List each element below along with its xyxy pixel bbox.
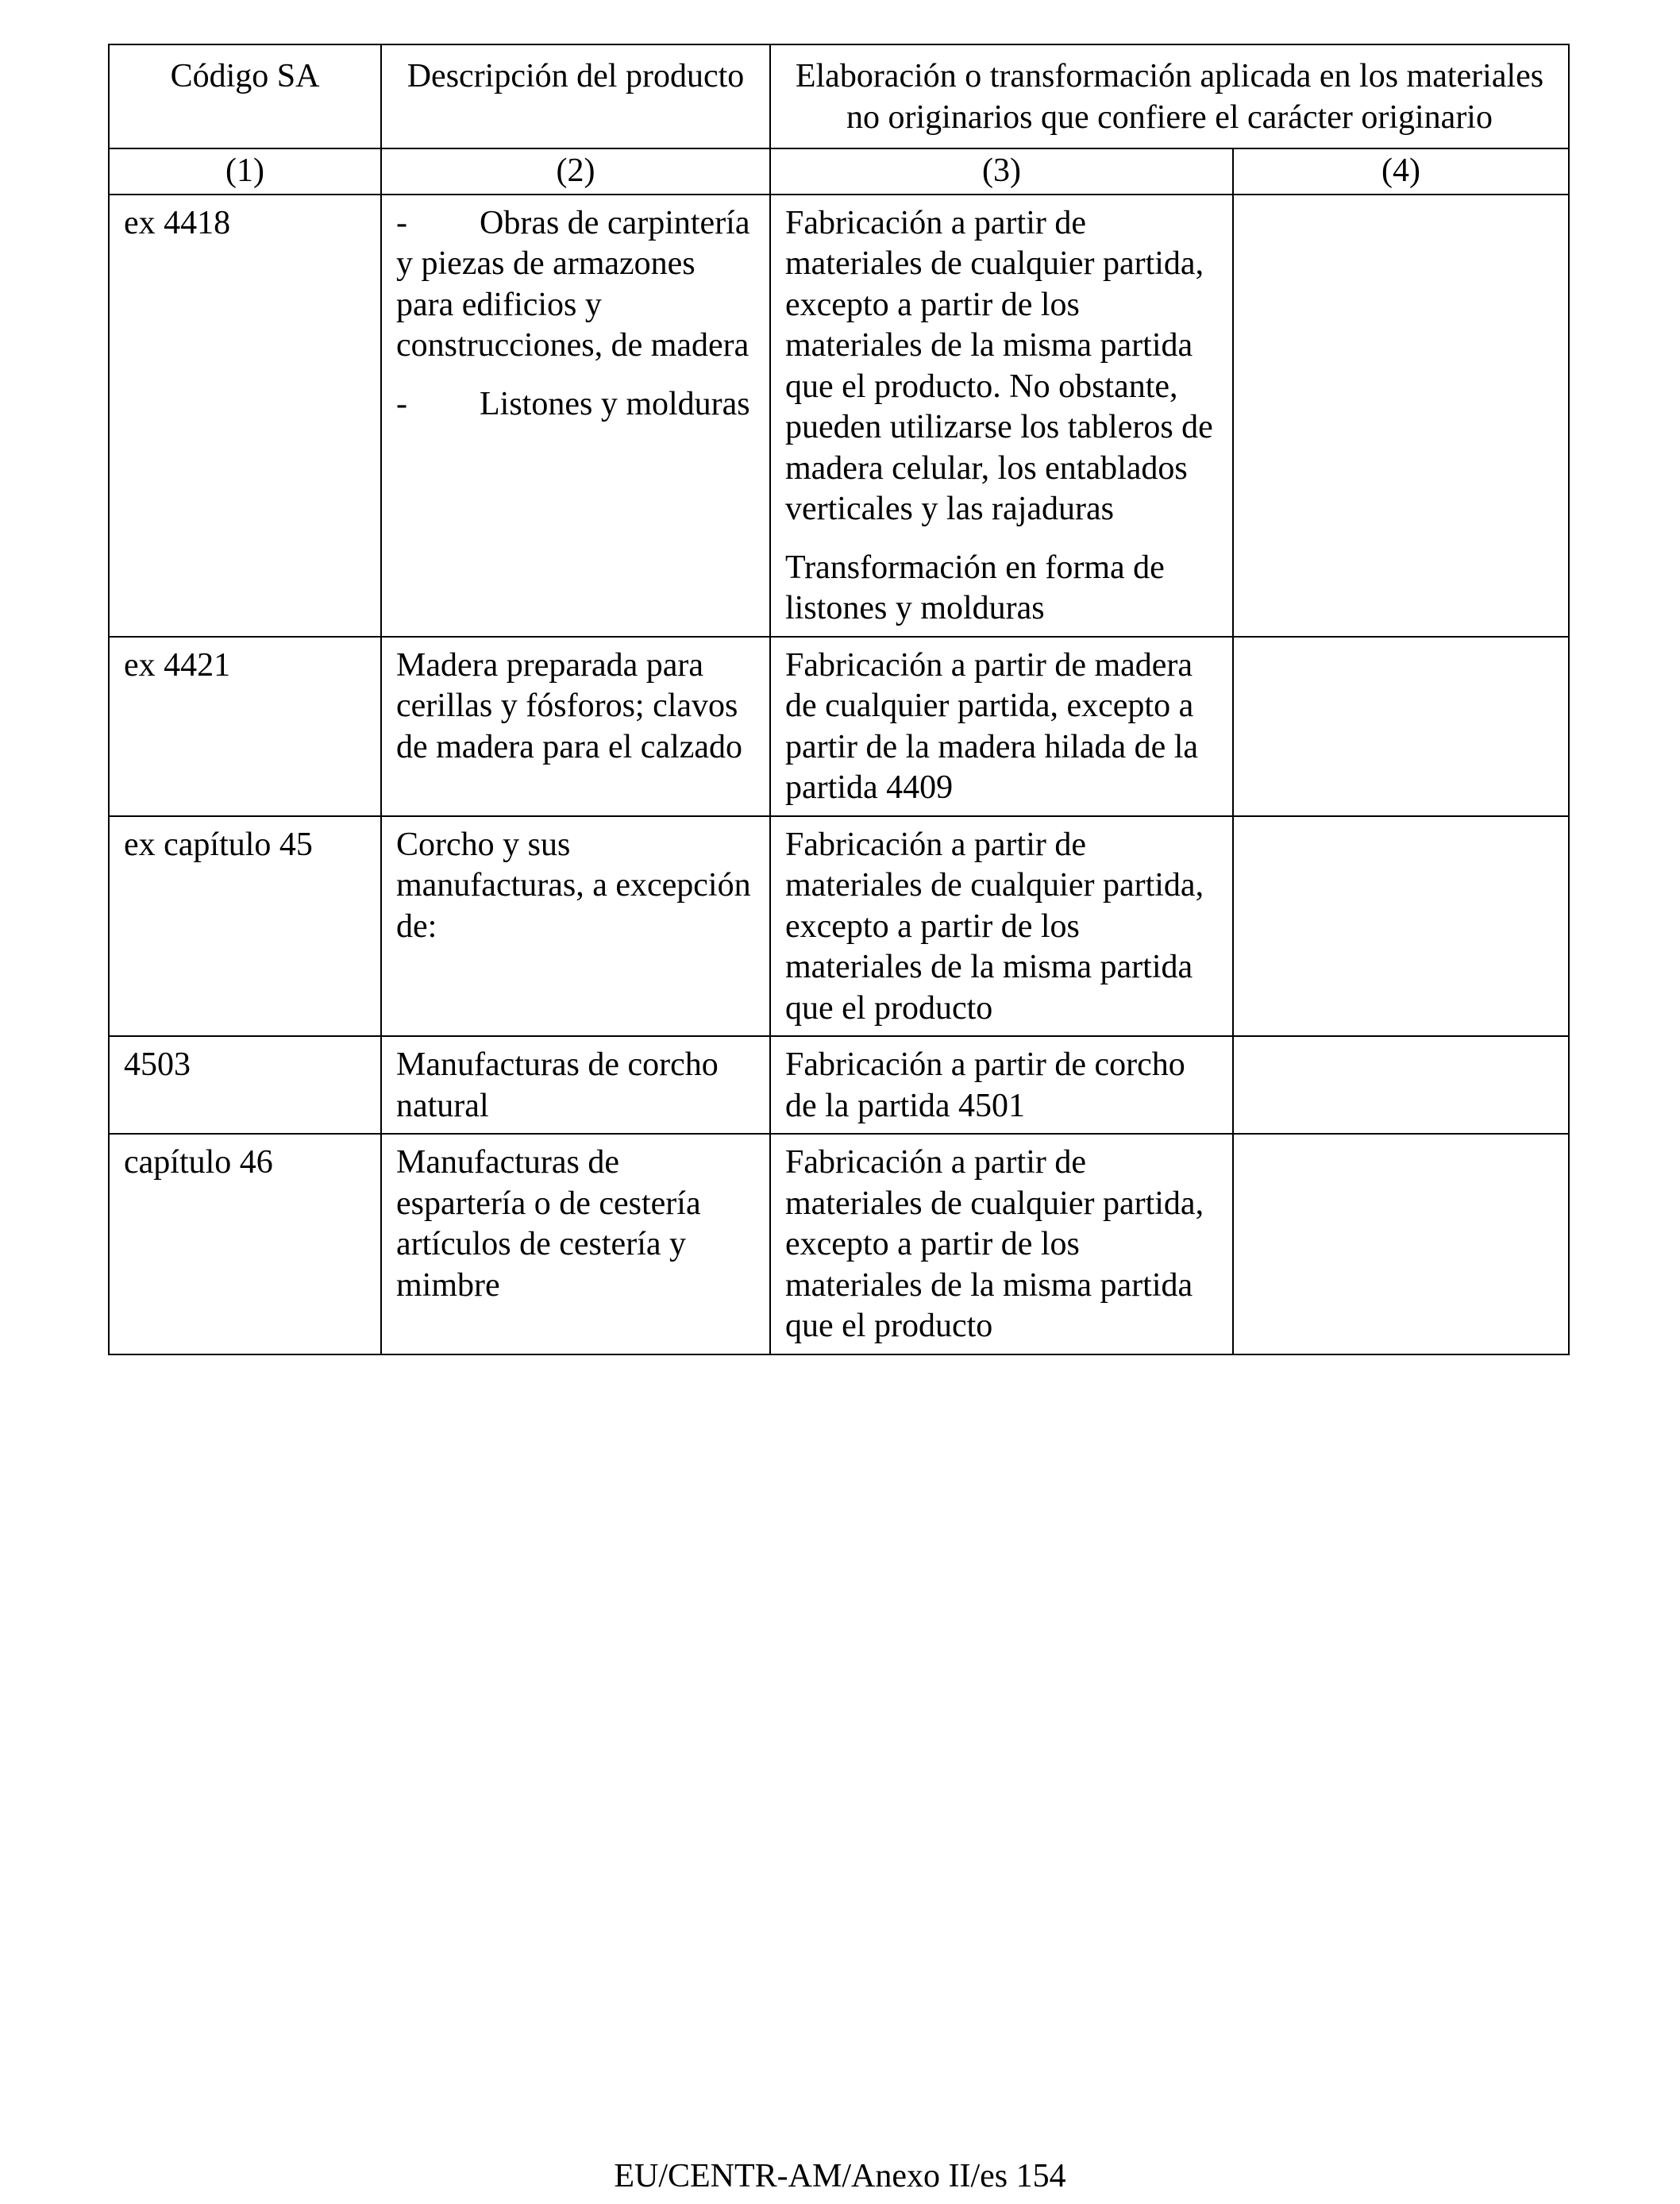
column-number-4: (4)	[1233, 148, 1569, 195]
description-cell: Corcho y sus manufacturas, a excepción de:	[381, 816, 770, 1037]
header-processing-rule: Elaboración o transformación aplicada en los materiales no originarios que confiere el carácter originario	[770, 44, 1569, 148]
column-number-1: (1)	[109, 148, 381, 195]
column-4-cell	[1233, 1134, 1569, 1354]
description-cell: Manufacturas de espartería o de cestería artículos de cestería y mimbre	[381, 1134, 770, 1354]
table-header-row	[109, 44, 1569, 148]
rule-cell: Fabricación a partir de corcho de la partida 4501	[770, 1036, 1233, 1134]
description-cell	[381, 195, 770, 637]
description-text: Listones y molduras	[480, 385, 750, 422]
column-4-cell	[1233, 195, 1569, 637]
description-text: Obras de carpintería y piezas de armazones para edificios y construcciones, de madera	[396, 204, 750, 364]
table-row	[109, 816, 1569, 1037]
hs-code-cell: ex 4421	[109, 637, 381, 816]
column-number-row	[109, 148, 1569, 195]
description-subitem	[396, 384, 755, 426]
rule-cell: Fabricación a partir de materiales de cualquier partida, excepto a partir de los materiales de la misma partida que el producto	[770, 1134, 1233, 1354]
header-product-description: Descripción del producto	[381, 44, 770, 148]
rule-subitem: Fabricación a partir de materiales de cualquier partida, excepto a partir de los materiales de la misma partida que el producto. No obstante, pueden utilizarse los tableros de madera celular, los entablados verticales y las rajaduras	[785, 204, 1213, 527]
table-row	[109, 637, 1569, 816]
header-hs-code: Código SA	[109, 44, 381, 148]
hs-code-cell: ex capítulo 45	[109, 816, 381, 1037]
dash-marker: -	[396, 204, 407, 241]
column-4-cell	[1233, 816, 1569, 1037]
column-number-2: (2)	[381, 148, 770, 195]
column-4-cell	[1233, 1036, 1569, 1134]
table-row	[109, 1036, 1569, 1134]
rule-cell: Fabricación a partir de materiales de cualquier partida, excepto a partir de los materiales de la misma partida que el producto	[770, 816, 1233, 1037]
rules-table	[108, 44, 1570, 1355]
hs-code-cell: ex 4418	[109, 195, 381, 637]
rule-subitem: Transformación en forma de listones y molduras	[785, 549, 1165, 626]
dash-marker: -	[396, 385, 407, 422]
table-row	[109, 1134, 1569, 1354]
description-cell: Madera preparada para cerillas y fósforos; clavos de madera para el calzado	[381, 637, 770, 816]
column-number-3: (3)	[770, 148, 1233, 195]
hs-code-cell: 4503	[109, 1036, 381, 1134]
description-subitem	[396, 203, 755, 367]
description-cell: Manufacturas de corcho natural	[381, 1036, 770, 1134]
column-4-cell	[1233, 637, 1569, 816]
hs-code-cell: capítulo 46	[109, 1134, 381, 1354]
page-footer: EU/CENTR-AM/Anexo II/es 154	[614, 2158, 1066, 2194]
rule-cell: Fabricación a partir de madera de cualquier partida, excepto a partir de la madera hilada de la partida 4409	[770, 637, 1233, 816]
rule-cell	[770, 195, 1233, 637]
table-row	[109, 195, 1569, 637]
